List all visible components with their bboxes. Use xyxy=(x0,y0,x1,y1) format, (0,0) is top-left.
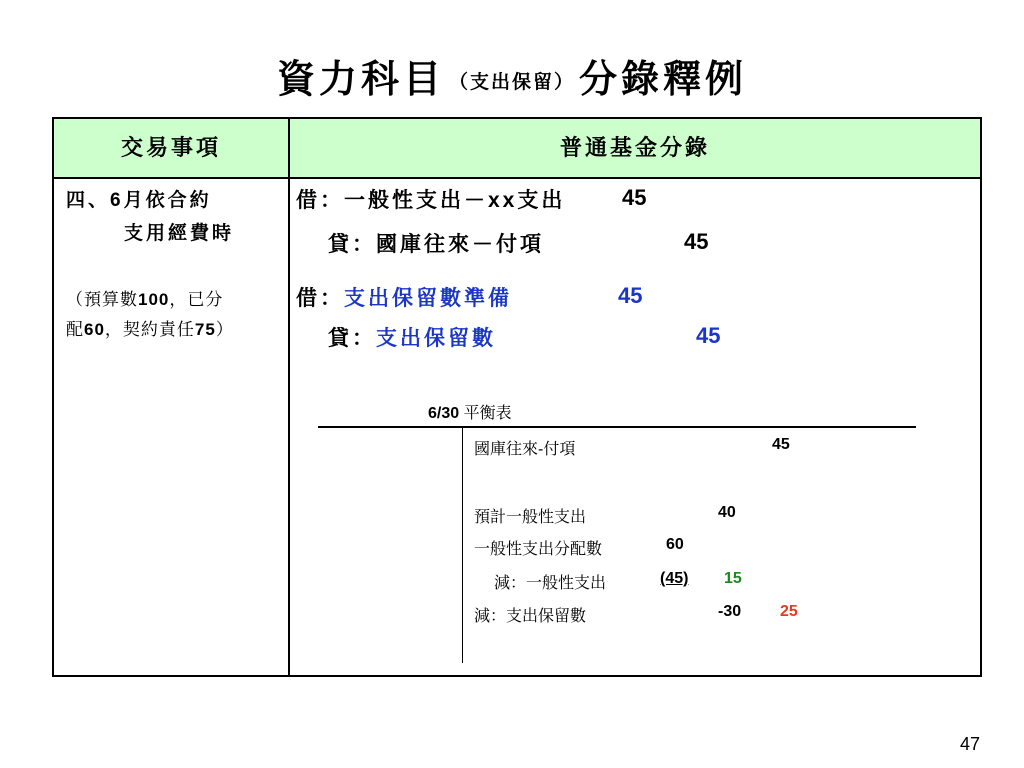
title-main-left: 資力科目 xyxy=(276,56,445,101)
event-month: 6 xyxy=(110,190,124,211)
entry-3-debit xyxy=(296,282,512,312)
bs-row-label: 預計一般性支出 xyxy=(474,509,587,526)
entry-4-credit xyxy=(328,322,496,352)
bs-row-value: (45) xyxy=(660,570,689,587)
bs-row-value: 45 xyxy=(772,436,790,453)
transaction-description xyxy=(66,185,284,345)
event-note xyxy=(66,285,284,345)
slide-title xyxy=(0,48,1024,103)
event-line-2: 支用經費時 xyxy=(124,222,235,244)
note-part: ，契約責任 xyxy=(104,320,195,340)
event-prefix: 四、 xyxy=(66,189,111,211)
column-divider xyxy=(288,119,290,675)
note-allotted: 60 xyxy=(84,320,105,339)
entry-4-account: 支出保留數 xyxy=(376,325,496,350)
entry-1-debit xyxy=(296,184,565,214)
header-general-fund-entry: 普通基金分錄 xyxy=(559,135,710,161)
balance-sheet-date: 6/30 xyxy=(428,405,460,422)
bs-row-value: -30 xyxy=(718,603,742,620)
bs-row-value: 40 xyxy=(718,504,736,521)
note-part: ） xyxy=(215,320,234,340)
bs-row-label: 國庫往來-付項 xyxy=(474,441,576,458)
balance-sheet-rule xyxy=(318,426,916,428)
entry-2-amount: 45 xyxy=(684,229,709,254)
note-part: ，已分 xyxy=(169,290,224,310)
note-part: （預算數 xyxy=(66,290,138,310)
bs-row-label: 減：支出保留數 xyxy=(474,608,587,625)
title-paren: （支出保留） xyxy=(448,71,575,93)
entry-1-xx: xx xyxy=(488,189,518,212)
bs-row-label: 一般性支出分配數 xyxy=(474,541,603,558)
entry-1-debit-label-2: 支出 xyxy=(517,187,566,212)
title-main-right: 分錄釋例 xyxy=(579,56,748,101)
entry-1-debit-label: 借：一般性支出－ xyxy=(296,187,488,212)
balance-sheet-label: 平衡表 xyxy=(459,405,512,422)
note-budget: 100 xyxy=(138,290,170,309)
balance-sheet-divider xyxy=(462,427,463,663)
page-number: 47 xyxy=(959,734,980,754)
entry-4-amount: 45 xyxy=(696,323,721,348)
bs-row-net: 25 xyxy=(780,603,798,620)
bs-row-net: 15 xyxy=(724,570,742,587)
event-line-1-rest: 月依合約 xyxy=(123,189,212,211)
table-header xyxy=(54,119,980,179)
balance-sheet-title xyxy=(428,400,512,423)
entry-2-credit: 貸：國庫往來－付項 xyxy=(328,231,544,256)
bs-row-value: 60 xyxy=(666,536,684,553)
bs-row-label: 減：一般性支出 xyxy=(494,575,607,592)
entry-3-amount: 45 xyxy=(618,283,643,308)
entry-1-amount: 45 xyxy=(622,185,647,210)
entry-3-account: 支出保留數準備 xyxy=(344,285,512,310)
header-transaction: 交易事項 xyxy=(120,135,221,161)
entry-3-label: 借： xyxy=(296,285,344,310)
note-part: 配 xyxy=(66,320,84,340)
note-contract: 75 xyxy=(194,320,216,339)
entry-4-label: 貸： xyxy=(328,325,376,350)
event-line-1 xyxy=(66,185,284,212)
